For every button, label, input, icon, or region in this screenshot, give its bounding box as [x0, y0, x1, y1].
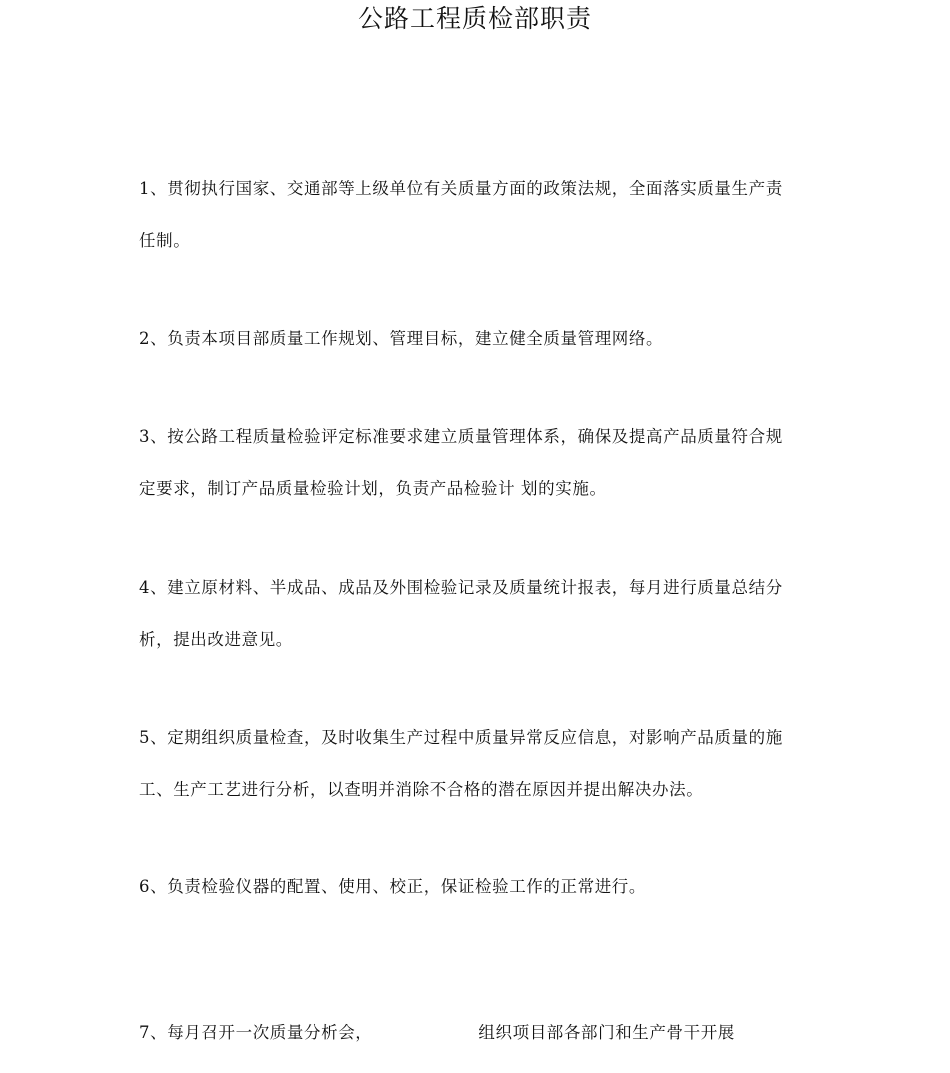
- paragraph-6: [139, 875, 819, 927]
- paragraph-line: 5、定期组织质量检查，及时收集生产过程中质量异常反应信息，对影响产品质量的施: [139, 728, 783, 747]
- paragraph-4: [139, 576, 819, 680]
- paragraph-5: [139, 726, 819, 830]
- paragraph-7: [139, 1021, 819, 1073]
- paragraph-line: 2、负责本项目部质量工作规划、管理目标，建立健全质量管理网络。: [139, 329, 664, 348]
- paragraph-line: 工、生产工艺进行分析，以查明并消除不合格的潜在原因并提出解决办法。: [139, 780, 704, 799]
- paragraph-2: [139, 327, 819, 379]
- paragraph-1: [139, 177, 819, 281]
- document-title: 公路工程质检部职责: [357, 4, 592, 33]
- paragraph-line: 1、贯彻执行国家、交通部等上级单位有关质量方面的政策法规，全面落实质量生产责: [139, 179, 783, 198]
- paragraph-line: 3、按公路工程质量检验评定标准要求建立质量管理体系，确保及提高产品质量符合规: [139, 427, 783, 446]
- paragraph-line: 定要求，制订产品质量检验计划，负责产品检验计 划的实施。: [139, 479, 607, 498]
- paragraph-line: 任制。: [139, 231, 191, 250]
- paragraph-line: [139, 1021, 819, 1073]
- paragraph-line: 4、建立原材料、半成品、成品及外围检验记录及质量统计报表，每月进行质量总结分: [139, 578, 783, 597]
- paragraph-line: 6、负责检验仪器的配置、使用、校正，保证检验工作的正常进行。: [139, 877, 646, 896]
- paragraph-3: [139, 425, 819, 529]
- paragraph-7-part-2: 组织项目部各部门和生产骨干开展: [478, 1023, 735, 1042]
- paragraph-line: 析，提出改进意见。: [139, 630, 293, 649]
- paragraph-7-part-1: 7、每月召开一次质量分析会，: [139, 1023, 373, 1042]
